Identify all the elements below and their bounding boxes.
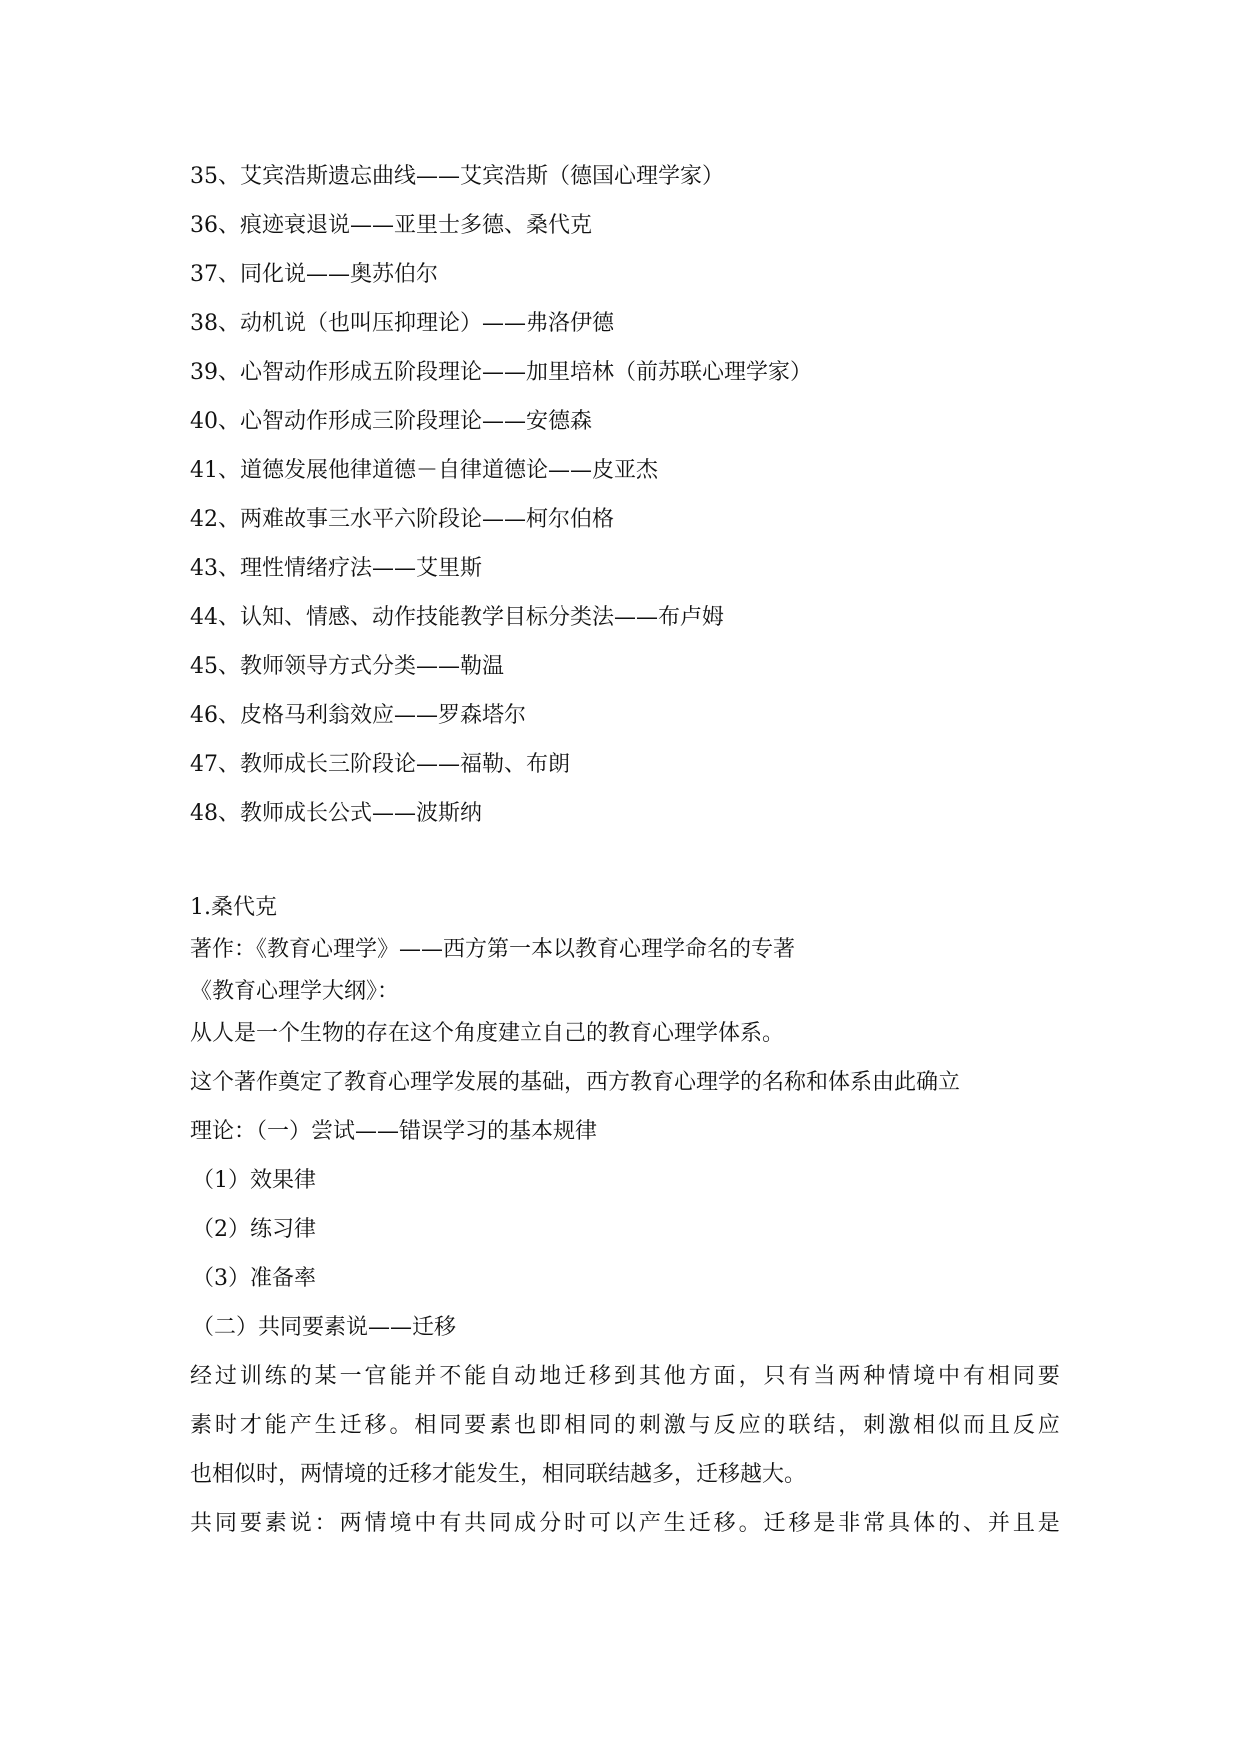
list-item: 35、艾宾浩斯遗忘曲线——艾宾浩斯（德国心理学家） — [190, 164, 724, 189]
list-item: 47、教师成长三阶段论——福勒、布朗 — [190, 752, 570, 777]
theory-list — [190, 158, 1090, 844]
paragraph-line: 素时才能产生迁移。相同要素也即相同的刺激与反应的联结，刺激相似而且反应 — [190, 1413, 1060, 1438]
paragraph-line: 从人是一个生物的存在这个角度建立自己的教育心理学体系。 — [190, 1021, 785, 1046]
theory-heading: 理论：（一）尝试——错误学习的基本规律 — [190, 1119, 598, 1144]
paragraph-line: 共同要素说：两情境中有共同成分时可以产生迁移。迁移是非常具体的、并且是 — [190, 1511, 1060, 1536]
list-item: 42、两难故事三水平六阶段论——柯尔伯格 — [190, 507, 614, 532]
law-item: （2）练习律 — [192, 1217, 316, 1242]
paragraph-line: 经过训练的某一官能并不能自动地迁移到其他方面，只有当两种情境中有相同要 — [190, 1364, 1060, 1389]
work-line: 《教育心理学大纲》： — [190, 979, 400, 1004]
list-item: 41、道德发展他律道德－自律道德论——皮亚杰 — [190, 458, 658, 483]
law-item: （1）效果律 — [192, 1168, 316, 1193]
list-item: 39、心智动作形成五阶段理论——加里培林（前苏联心理学家） — [190, 360, 812, 385]
paragraph-line: 也相似时，两情境的迁移才能发生，相同联结越多，迁移越大。 — [190, 1462, 807, 1487]
list-item: 43、理性情绪疗法——艾里斯 — [190, 556, 482, 581]
list-item: 38、动机说（也叫压抑理论）——弗洛伊德 — [190, 311, 614, 336]
list-item: 48、教师成长公式——波斯纳 — [190, 801, 482, 826]
paragraph-line: 这个著作奠定了教育心理学发展的基础，西方教育心理学的名称和体系由此确立 — [190, 1070, 961, 1095]
list-item: 45、教师领导方式分类——勒温 — [190, 654, 504, 679]
list-item: 37、同化说——奥苏伯尔 — [190, 262, 438, 287]
list-item: 36、痕迹衰退说——亚里士多德、桑代克 — [190, 213, 592, 238]
list-item: 46、皮格马利翁效应——罗森塔尔 — [190, 703, 526, 728]
section-thorndike — [190, 889, 1060, 1554]
list-item: 44、认知、情感、动作技能教学目标分类法——布卢姆 — [190, 605, 724, 630]
list-item: 40、心智动作形成三阶段理论——安德森 — [190, 409, 592, 434]
theory-subheading: （二）共同要素说——迁移 — [192, 1315, 457, 1340]
law-item: （3）准备率 — [192, 1266, 316, 1291]
work-line: 著作：《教育心理学》——西方第一本以教育心理学命名的专著 — [190, 937, 796, 962]
section-heading: 1.桑代克 — [190, 895, 277, 920]
